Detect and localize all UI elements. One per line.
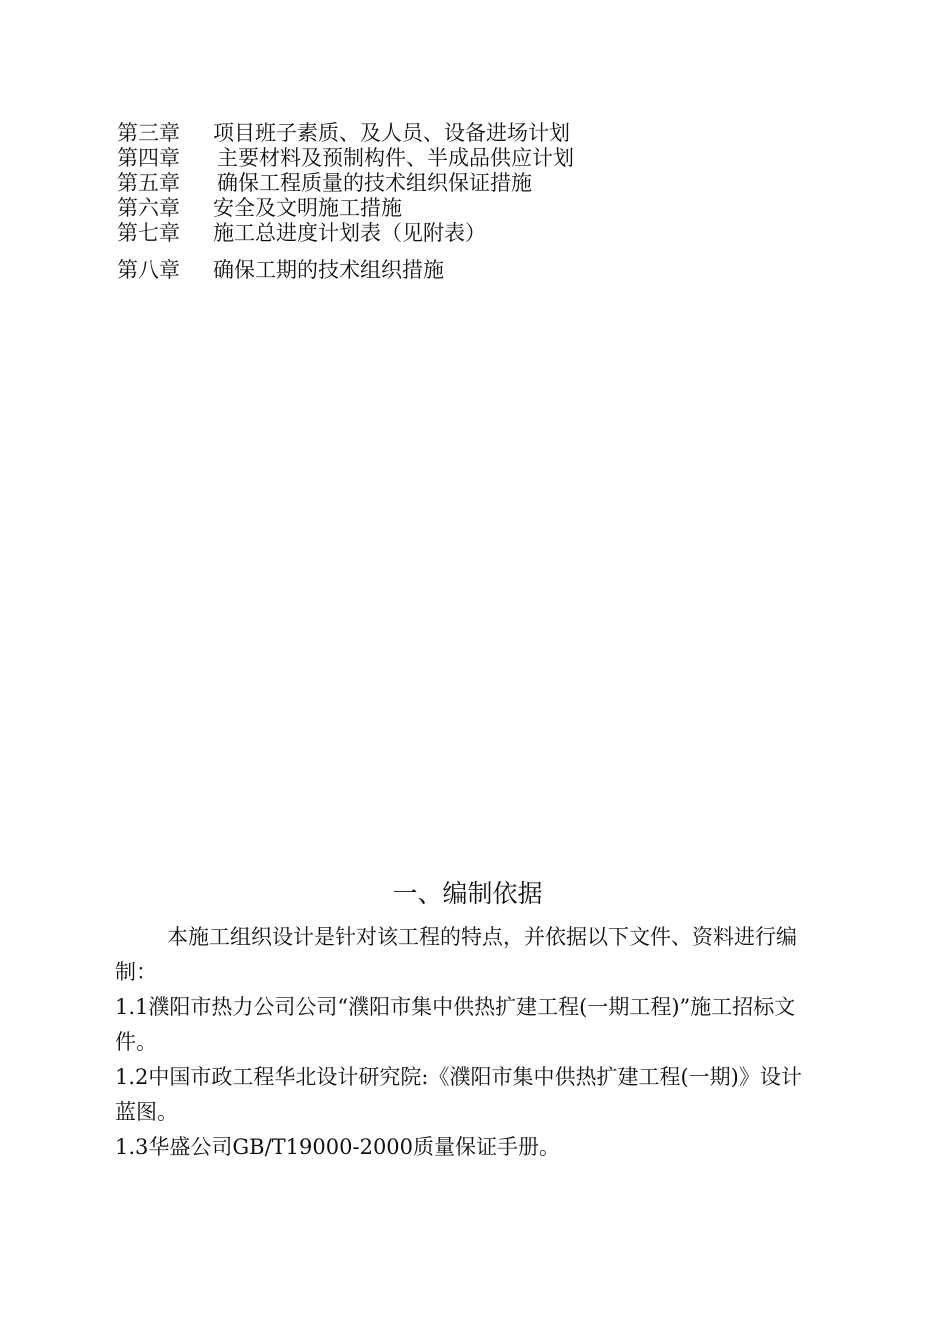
toc-chapter-title: 确保工程质量的技术组织保证措施 bbox=[217, 171, 532, 195]
toc-entry-chapter-6 bbox=[117, 196, 837, 221]
toc-entry-chapter-3 bbox=[117, 121, 837, 146]
basis-item-1-2: 1.2中国市政工程华北设计研究院:《濮阳市集中供热扩建工程(一期)》设计蓝图。 bbox=[115, 1065, 802, 1124]
toc-chapter-number: 第三章 bbox=[117, 121, 180, 145]
toc-entry-chapter-4 bbox=[117, 146, 837, 171]
toc-entry-chapter-8 bbox=[117, 258, 837, 283]
toc-chapter-title: 项目班子素质、及人员、设备进场计划 bbox=[213, 121, 570, 145]
toc-chapter-number: 第六章 bbox=[117, 196, 180, 220]
basis-item-1-1: 1.1濮阳市热力公司公司“濮阳市集中供热扩建工程(一期工程)”施工招标文件。 bbox=[115, 995, 796, 1054]
toc-entry-chapter-7 bbox=[117, 221, 837, 246]
toc-chapter-title: 确保工期的技术组织措施 bbox=[213, 258, 444, 282]
section-intro-paragraph: 本施工组织设计是针对该工程的特点，并依据以下文件、资料进行编制： bbox=[115, 925, 797, 984]
toc-chapter-number: 第八章 bbox=[117, 258, 180, 282]
toc-chapter-title: 主要材料及预制构件、半成品供应计划 bbox=[217, 146, 574, 170]
toc-chapter-number: 第七章 bbox=[117, 221, 180, 245]
toc-chapter-number: 第五章 bbox=[117, 171, 180, 195]
section-heading: 一、编制依据 bbox=[392, 879, 543, 908]
toc-entry-chapter-5 bbox=[117, 171, 837, 196]
basis-item-1-3: 1.3华盛公司GB/T19000-2000质量保证手册。 bbox=[115, 1135, 561, 1159]
toc-chapter-number: 第四章 bbox=[117, 146, 180, 170]
toc-chapter-title: 施工总进度计划表（见附表） bbox=[213, 221, 486, 245]
toc-chapter-title: 安全及文明施工措施 bbox=[213, 196, 402, 220]
compilation-basis-section bbox=[115, 874, 820, 1165]
table-of-contents bbox=[117, 121, 837, 283]
